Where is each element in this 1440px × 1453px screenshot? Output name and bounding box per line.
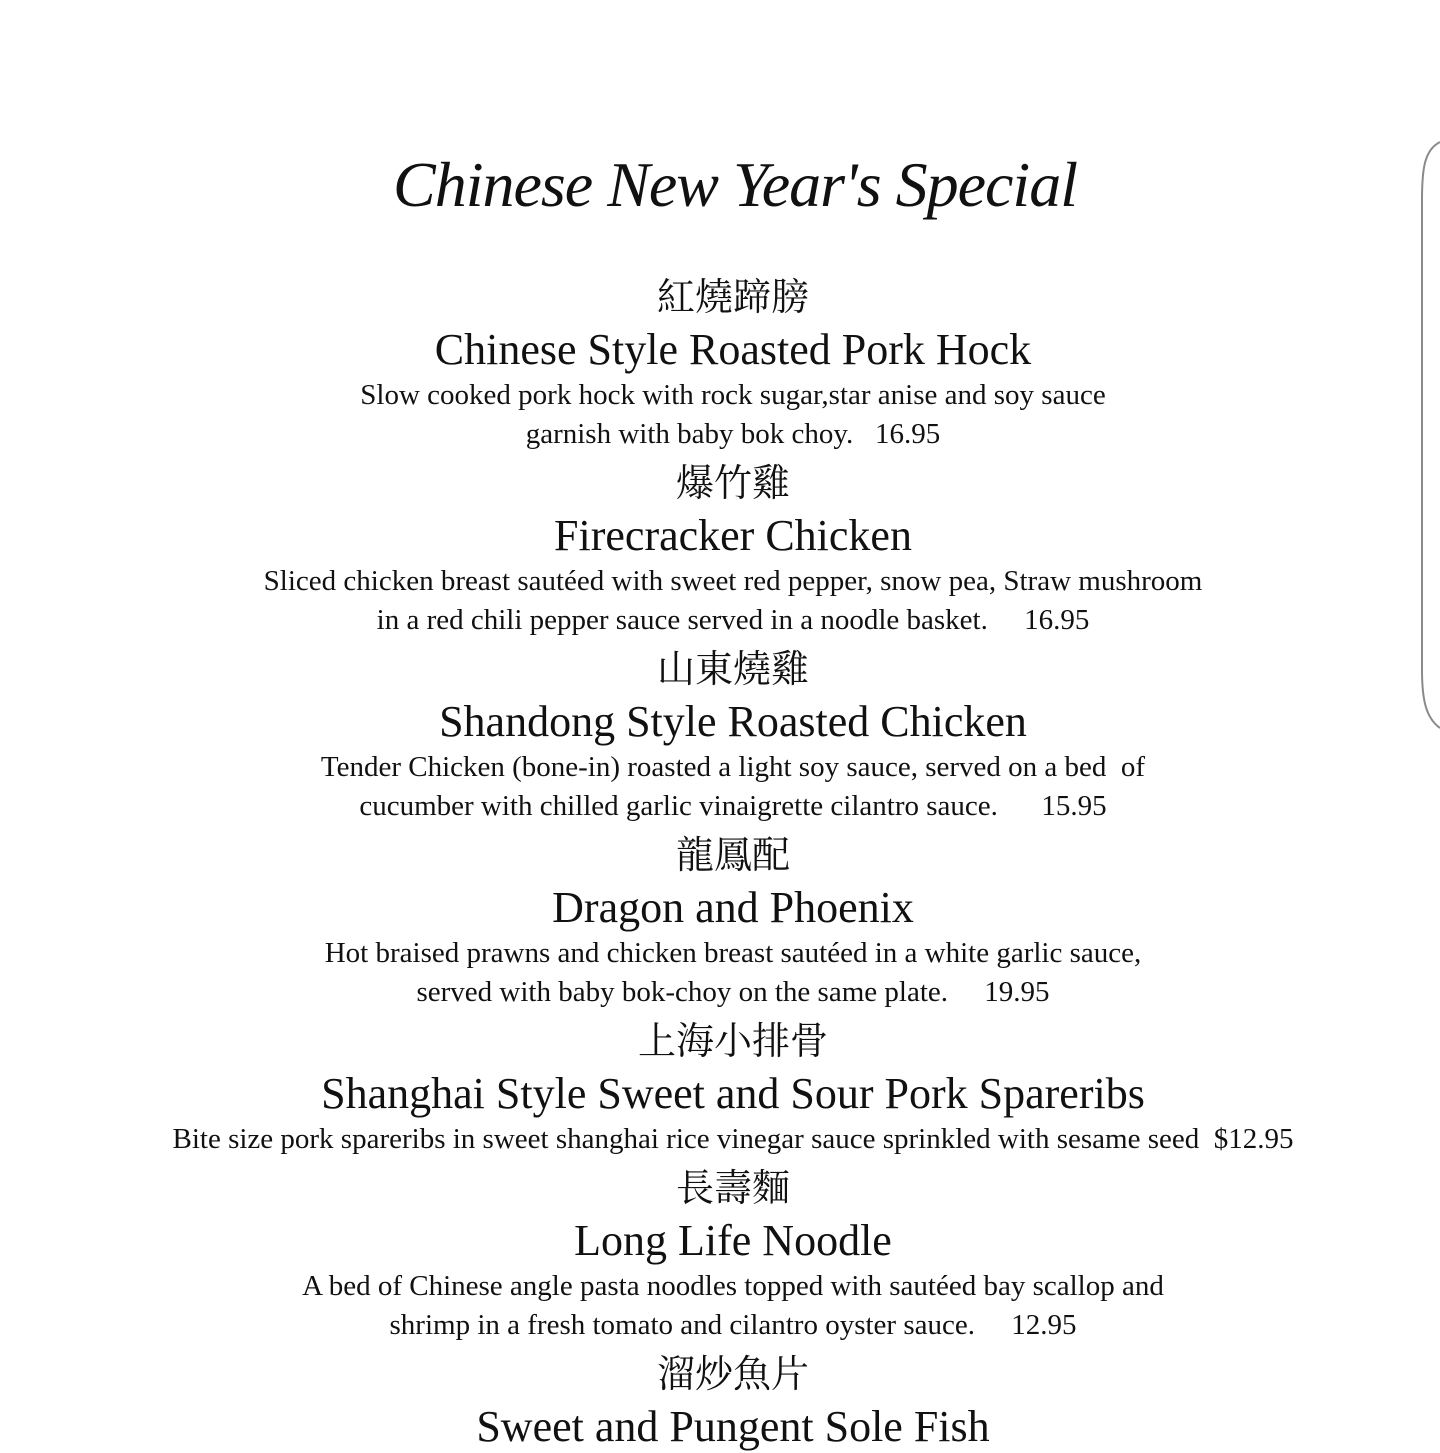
dish-description-line: cucumber with chilled garlic vinaigrette cilantro sauce. 15.95 (359, 790, 1107, 822)
menu-item (0, 1014, 1440, 1159)
dish-chinese-name: 紅燒蹄膀 (656, 275, 809, 319)
dish-english-name: Shandong Style Roasted Chicken (439, 697, 1027, 746)
dish-chinese-name: 龍鳳配 (675, 833, 790, 877)
dish-english-name: Firecracker Chicken (554, 511, 912, 560)
dish-description-line: shrimp in a fresh tomato and cilantro oyster sauce. 12.95 (389, 1309, 1077, 1341)
dish-description-line: Sliced chicken breast sautéed with sweet red pepper, snow pea, Straw mushroom (263, 565, 1203, 597)
dish-english-name: Long Life Noodle (574, 1216, 892, 1265)
dish-english-name: Chinese Style Roasted Pork Hock (434, 325, 1032, 374)
dish-english-name: Dragon and Phoenix (552, 883, 914, 932)
menu-item (0, 1161, 1440, 1345)
menu-title: Chinese New Year's Special (393, 149, 1077, 220)
dish-chinese-name: 長壽麵 (675, 1166, 790, 1210)
dish-chinese-name: 上海小排骨 (637, 1019, 828, 1063)
menu-item (0, 456, 1440, 640)
menu-item (0, 1347, 1440, 1453)
dish-description-line: served with baby bok-choy on the same plate. 19.95 (416, 976, 1050, 1008)
dish-description-line: A bed of Chinese angle pasta noodles topped with sautéed bay scallop and (302, 1270, 1164, 1302)
menu-item (0, 642, 1440, 826)
dish-description-line: in a red chili pepper sauce served in a noodle basket. 16.95 (376, 604, 1090, 636)
dish-description-line: Tender Chicken (bone-in) roasted a light soy sauce, served on a bed of (320, 751, 1146, 783)
menu-item (0, 270, 1440, 454)
dish-english-name: Sweet and Pungent Sole Fish (476, 1402, 990, 1451)
dish-chinese-name: 溜炒魚片 (656, 1352, 809, 1396)
menu-list (0, 270, 1440, 1453)
dish-description-line: Hot braised prawns and chicken breast sautéed in a white garlic sauce, (324, 937, 1142, 969)
menu-item (0, 828, 1440, 1012)
dish-english-name: Shanghai Style Sweet and Sour Pork Spareribs (321, 1069, 1145, 1118)
dish-description-line: Slow cooked pork hock with rock sugar,star anise and soy sauce (360, 379, 1106, 411)
dish-description-line: garnish with baby bok choy. 16.95 (525, 418, 941, 450)
page-edge-curve (1418, 140, 1440, 730)
dish-chinese-name: 山東燒雞 (656, 647, 809, 691)
dish-description-line: Bite size pork spareribs in sweet shanghai rice vinegar sauce sprinkled with sesame seed $12.95 (172, 1123, 1294, 1155)
dish-chinese-name: 爆竹雞 (675, 461, 790, 505)
